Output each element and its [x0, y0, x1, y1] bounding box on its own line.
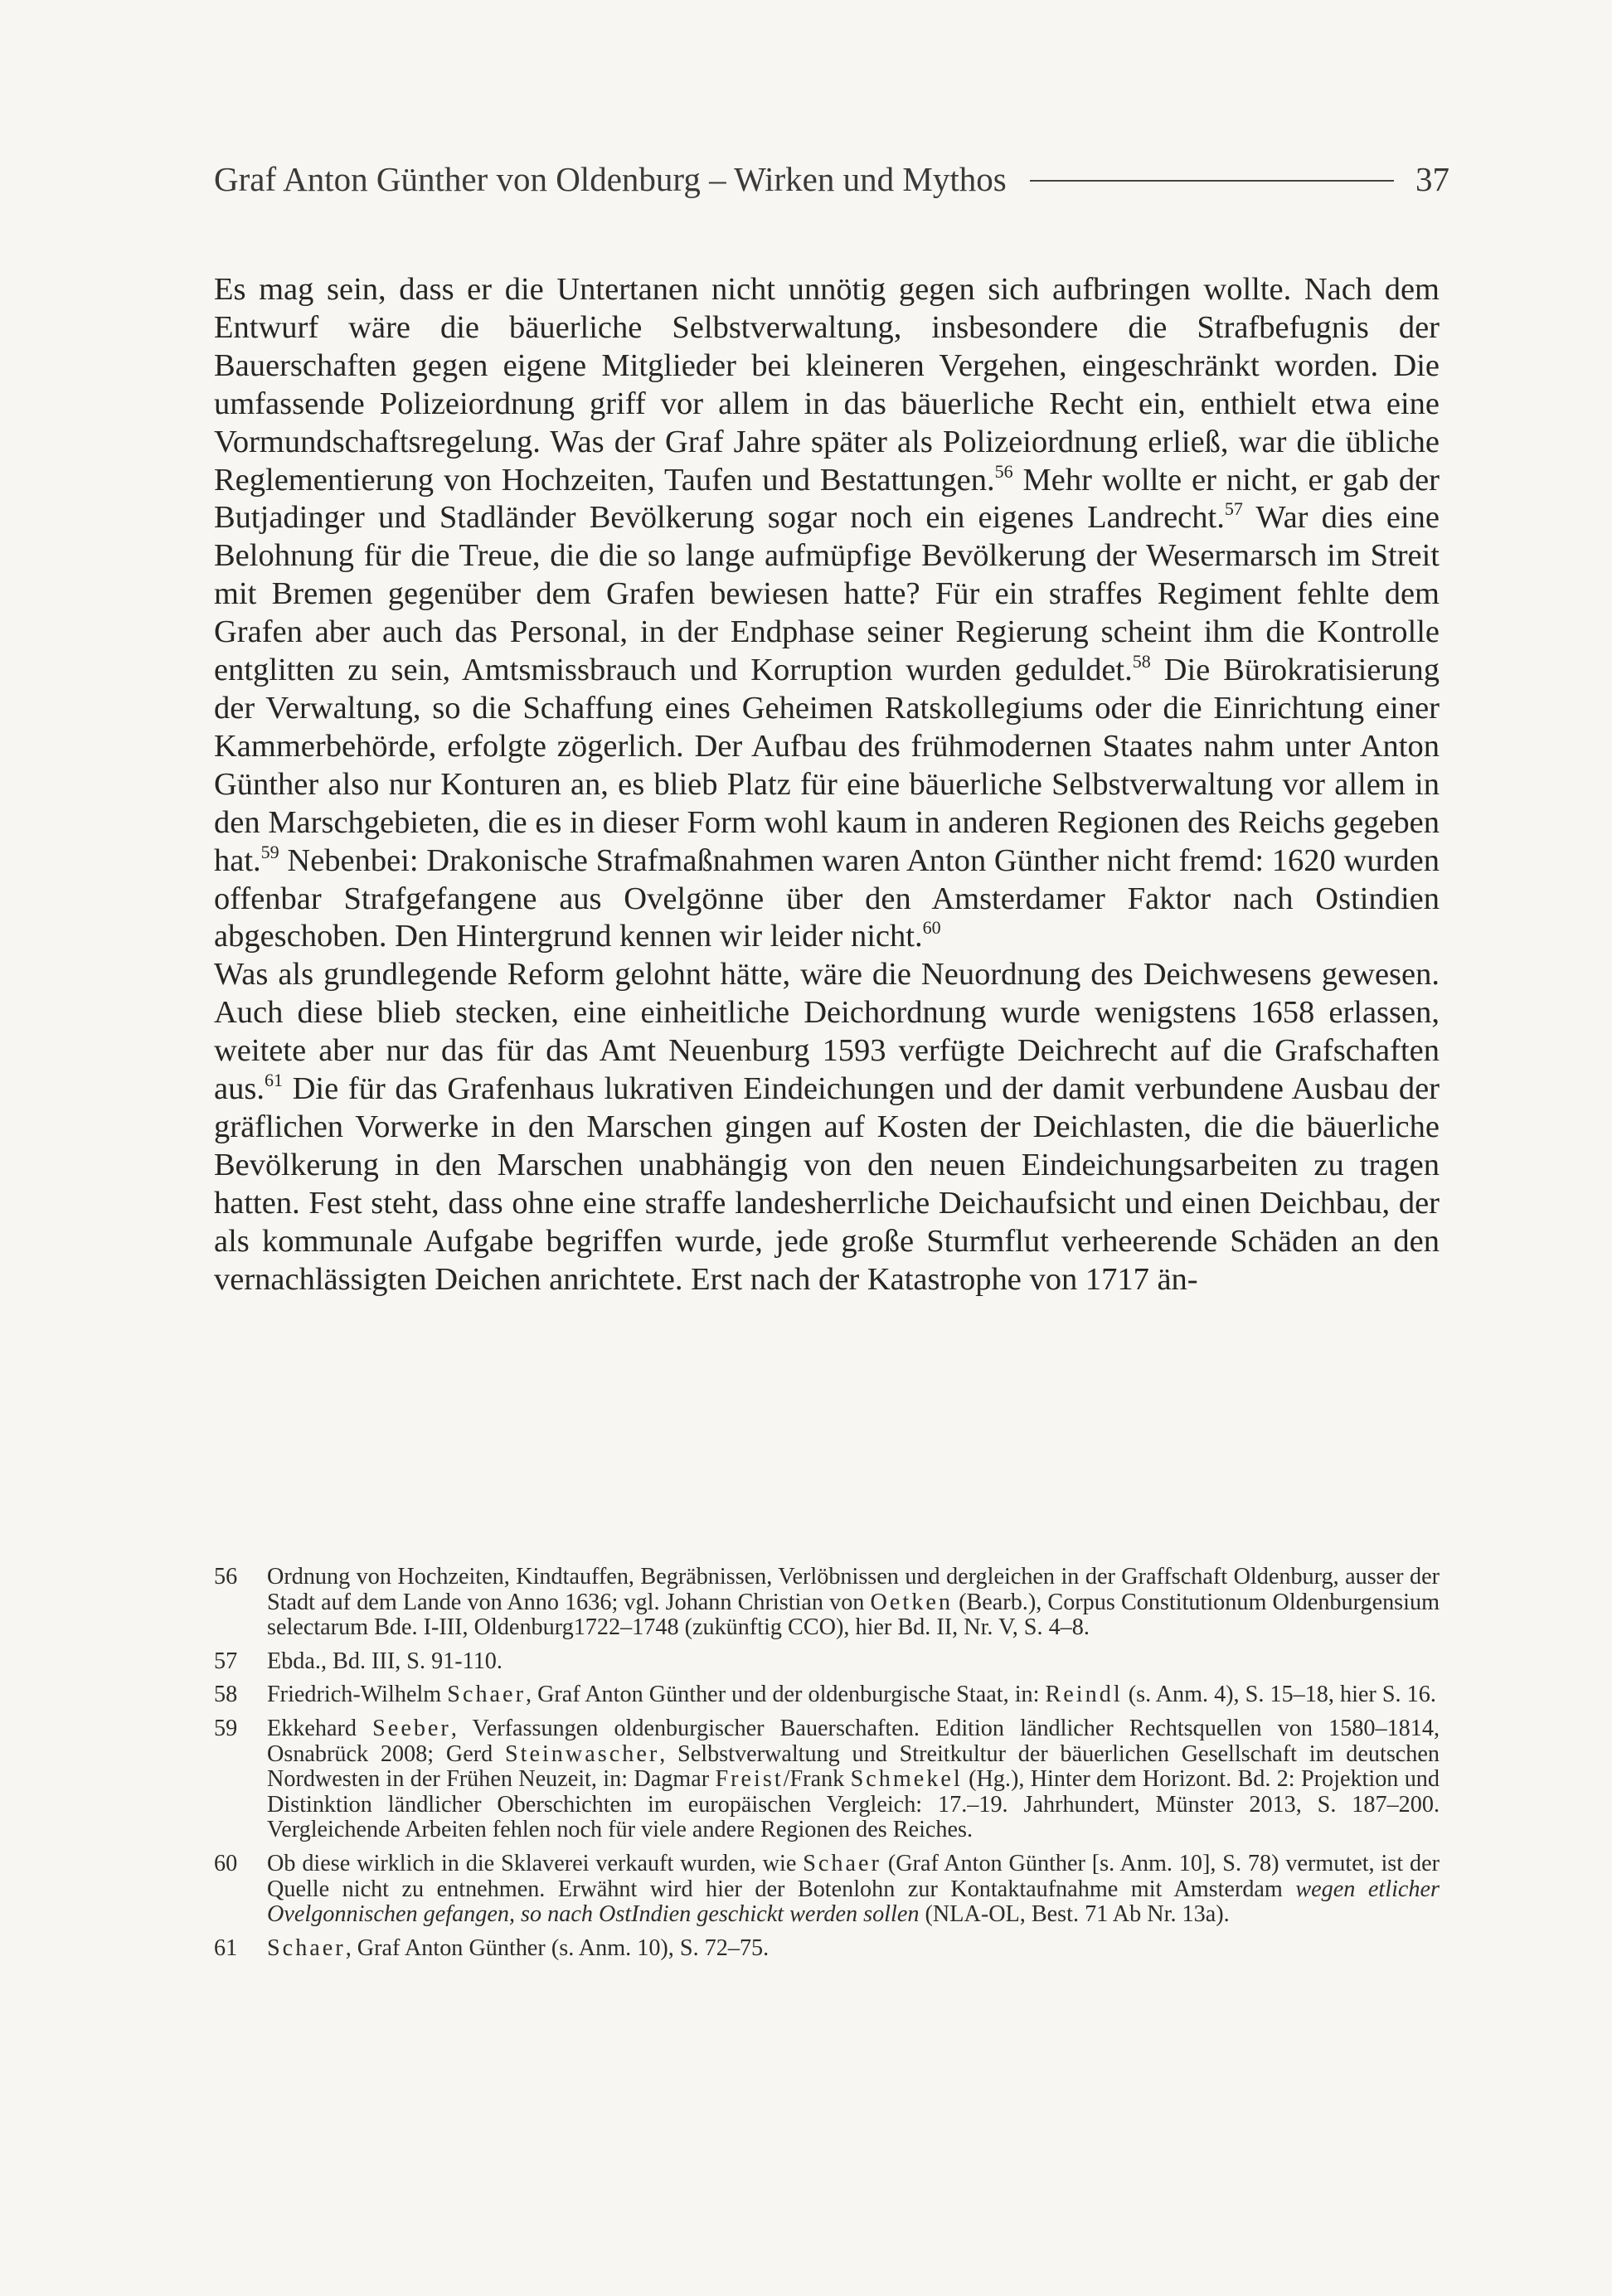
- text-run: (Graf Anton Günther [s. Anm. 10], S. 78) vermutet, ist der Quelle nicht zu entnehmen. Erwähnt wird hier der Botenlohn zur Kontaktaufnahme mit Amsterdam: [267, 1850, 1440, 1902]
- text-run: Was als grundlegende Reform gelohnt hätte, wäre die Neuordnung des Deichwesens gewesen. Auch diese blieb stecken, eine einheitliche Deichordnung wurde wenigstens 1658 erlassen, weitete aber nur das für das Amt Neuenburg 1593 verfügte Deichrecht auf die Grafschaften aus.: [214, 957, 1440, 1107]
- footnote-number: 57: [214, 1648, 238, 1674]
- footnote-number: 61: [214, 1934, 238, 1961]
- text-run: Ekkehard: [267, 1715, 373, 1741]
- author-name: Schaer: [447, 1682, 526, 1708]
- author-name: Oetken: [870, 1589, 953, 1615]
- text-run: Mehr wollte er nicht, er gab der Butjadinger und Stadländer Bevölkerung sogar noch ein eigenes Landrecht.: [214, 462, 1440, 536]
- text-run: (Bearb.), Corpus Constitutionum Oldenburgensium selectarum Bde. I-III, Oldenburg1722–1748 (zukünftig CCO), hier Bd. II, Nr. V, S. 4–8.: [267, 1589, 1440, 1641]
- footnote-number: 56: [214, 1564, 238, 1590]
- text-run: , Verfassungen oldenburgischer Bauerschaften. Edition ländlicher Rechtsquellen von 1580–1814, Osnabrück 2008; Gerd: [267, 1715, 1440, 1767]
- text-run: Ob diese wirklich in die Sklaverei verkauft wurden, wie: [267, 1850, 804, 1876]
- text-run: Ebda., Bd. III, S. 91-110.: [267, 1648, 503, 1674]
- footnote-56: [214, 1565, 1440, 1641]
- text-run: Friedrich-Wilhelm: [267, 1682, 448, 1708]
- text-run: (Hg.), Hinter dem Horizont. Bd. 2: Projektion und Distinktion ländlicher Oberschichten im europäischen Vergleich: 17.–19. Jahrhundert, Münster 2013, S. 187–200. Vergleichende Arbeiten fehlen noch für viele andere Regionen des Reiches.: [267, 1766, 1440, 1843]
- text-run: War dies eine Belohnung für die Treue, die die so lange aufmüpfige Bevölkerung der Wesermarsch im Streit mit Bremen gegenüber dem Grafen bewiesen hatte? Für ein straffes Regiment fehlte dem Grafen aber auch das Personal, in der Endphase seiner Regierung scheint ihm die Kontrolle entglitten zu sein, Amtsmissbrauch und Korruption wurden geduldet.: [214, 500, 1440, 688]
- footnote-text: [267, 1649, 1440, 1675]
- footnote-ref-56[interactable]: 56: [994, 460, 1013, 482]
- footnote-text: [267, 1682, 1440, 1708]
- footnote-59: [214, 1716, 1440, 1843]
- footnote-text: [267, 1852, 1440, 1928]
- footnote-number: 58: [214, 1682, 238, 1708]
- text-run: Nebenbei: Drakonische Strafmaßnahmen waren Anton Günther nicht fremd: 1620 wurden offenbar Strafgefangene aus Ovelgönne über den Amsterdamer Faktor nach Ostindien abgeschoben. Den Hintergrund kennen wir leider nicht.: [214, 842, 1440, 954]
- text-run: , Graf Anton Günther (s. Anm. 10), S. 72–75.: [345, 1934, 770, 1961]
- running-header: [214, 154, 1449, 204]
- footnote-text: [267, 1936, 1440, 1962]
- text-run: (NLA-OL, Best. 71 Ab Nr. 13a).: [919, 1901, 1230, 1928]
- page-number: 37: [1415, 160, 1449, 198]
- author-name: Reindl: [1045, 1682, 1123, 1708]
- author-name: Schmekel: [850, 1766, 963, 1793]
- paragraph-1: [214, 271, 1440, 956]
- author-name: Freist: [715, 1766, 784, 1793]
- footnote-ref-61[interactable]: 61: [264, 1070, 283, 1091]
- footnote-text: [267, 1565, 1440, 1641]
- footnote-61: [214, 1936, 1440, 1962]
- footnote-text: [267, 1716, 1440, 1843]
- source-quote: wegen etlicher Ovelgonnischen gefangen, so nach OstIndien geschickt werden sollen: [267, 1876, 1440, 1928]
- text-run: (s. Anm. 4), S. 15–18, hier S. 16.: [1122, 1682, 1436, 1708]
- footnote-ref-59[interactable]: 59: [260, 841, 279, 862]
- text-run: /Frank: [783, 1766, 851, 1793]
- text-run: Es mag sein, dass er die Untertanen nicht unnötig gegen sich aufbringen wollte. Nach dem Entwurf wäre die bäuerliche Selbstverwaltung, insbesondere die Strafbefugnis der Bauerschaften gegen eigene Mitglieder bei kleineren Vergehen, eingeschränkt worden. Die umfassende Polizeiordnung griff vor allem in das bäuerliche Recht ein, enthielt etwa eine Vormundschaftsregelung. Was der Graf Jahre später als Polizeiordnung erließ, war die übliche Reglementierung von Hochzeiten, Taufen und Bestattungen.: [214, 272, 1440, 498]
- footnote-number: 60: [214, 1850, 238, 1876]
- paragraph-2: [214, 956, 1440, 1298]
- footnote-58: [214, 1682, 1440, 1708]
- text-run: , Graf Anton Günther und der oldenburgische Staat, in:: [525, 1682, 1046, 1708]
- footnote-57: [214, 1649, 1440, 1675]
- text-run: , Selbstverwaltung und Streitkultur der bäuerlichen Gesellschaft im deutschen Nordwesten in der Frühen Neuzeit, in: Dagmar: [267, 1740, 1440, 1793]
- text-run: Die für das Grafenhaus lukrativen Eindeichungen und der damit verbundene Ausbau der gräflichen Vorwerke in den Marschen gingen auf Kosten der Deichlasten, die die bäuerliche Bevölkerung in den Marschen unabhängig von den neuen Eindeichungsarbeiten zu tragen hatten. Fest steht, dass ohne eine straffe landesherrliche Deichaufsicht und einen Deichbau, der als kommunale Aufgabe begriffen wurde, jede große Sturmflut verheerende Schäden an den vernachlässigten Deichen anrichtete. Erst nach der Katastrophe von 1717 än-: [214, 1071, 1440, 1297]
- author-name: Seeber: [372, 1715, 451, 1741]
- footnote-ref-57[interactable]: 57: [1224, 498, 1243, 520]
- text-run: Ordnung von Hochzeiten, Kindtauffen, Begräbnissen, Verlöbnissen und dergleichen in der Graffschaft Oldenburg, ausser der Stadt auf dem Lande von Anno 1636; vgl. Johann Christian von: [267, 1564, 1440, 1615]
- running-title: Graf Anton Günther von Oldenburg – Wirken und Mythos: [214, 160, 1007, 198]
- footnote-ref-58[interactable]: 58: [1132, 651, 1151, 672]
- author-name: Steinwascher: [504, 1740, 660, 1767]
- main-text: [214, 271, 1440, 1298]
- footnote-60: [214, 1852, 1440, 1928]
- footnotes: [214, 1565, 1440, 1969]
- footnote-number: 59: [214, 1715, 238, 1741]
- header-rule: [1030, 180, 1394, 182]
- footnote-ref-60[interactable]: 60: [922, 917, 941, 939]
- author-name: Schaer: [803, 1850, 881, 1876]
- author-name: Schaer: [267, 1934, 346, 1961]
- text-run: Die Bürokratisierung der Verwaltung, so die Schaffung eines Geheimen Ratskollegiums oder die Einrichtung einer Kammerbehörde, erfolgte zögerlich. Der Aufbau des frühmodernen Staates nahm unter Anton Günther also nur Konturen an, es blieb Platz für eine bäuerliche Selbstverwaltung vor allem in den Marschgebieten, die es in dieser Form wohl kaum in anderen Regionen des Reichs gegeben hat.: [214, 653, 1440, 878]
